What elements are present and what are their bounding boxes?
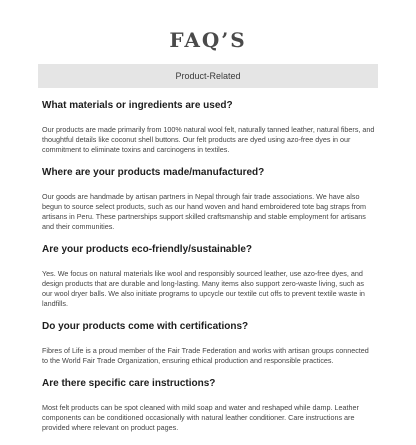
faq-question: What materials or ingredients are used? bbox=[42, 100, 233, 111]
section-header-bar bbox=[38, 64, 378, 88]
faq-item-manufacturing bbox=[42, 167, 376, 232]
faq-answer: Most felt products can be spot cleaned with mild soap and water and reshaped while damp. Leather components can be conditioned occasionally with natural leather conditioner. Care instructions are provided where relevant on product pages. bbox=[42, 403, 359, 432]
faq-answer: Fibres of Life is a proud member of the Fair Trade Federation and works with artisan groups connected to the World Fair Trade Organization, ensuring ethical production and responsible practices. bbox=[42, 346, 369, 365]
faq-list bbox=[42, 100, 376, 445]
faq-answer: Yes. We focus on natural materials like wool and responsibly sourced leather, use azo-free dyes, and design products that are durable and long-lasting. Many items also support zero-waste living, such as our wool dryer balls. We also initiate programs to upcycle our textile cut offs to prevent textile waste in landfills. bbox=[42, 269, 365, 308]
faq-question: Are there specific care instructions? bbox=[42, 378, 216, 389]
faq-item-care bbox=[42, 378, 376, 433]
faq-answer: Our products are made primarily from 100% natural wool felt, naturally tanned leather, natural fibers, and thoughtful details like coconut shell buttons. Our felt products are dyed using azo-free dyes in our commitment to eliminate toxins and carcinogens in textiles. bbox=[42, 125, 375, 154]
faq-question: Where are your products made/manufactured? bbox=[42, 167, 265, 178]
faq-question: Are your products eco-friendly/sustainable? bbox=[42, 244, 253, 255]
faq-item-materials bbox=[42, 100, 376, 155]
page-title: FAQ’S bbox=[169, 28, 247, 52]
faq-answer: Our goods are handmade by artisan partners in Nepal through fair trade associations. We have also begun to source select products, such as our hand woven and hand embroidered tote bag straps from artisans in Peru. These partnerships support skilled craftsmanship and stable employment for artisans and their communities. bbox=[42, 192, 367, 231]
faq-item-certifications bbox=[42, 321, 376, 366]
faq-question: Do your products come with certifications? bbox=[42, 321, 249, 332]
section-header-label: Product-Related bbox=[175, 71, 241, 81]
faq-item-sustainability bbox=[42, 244, 376, 309]
